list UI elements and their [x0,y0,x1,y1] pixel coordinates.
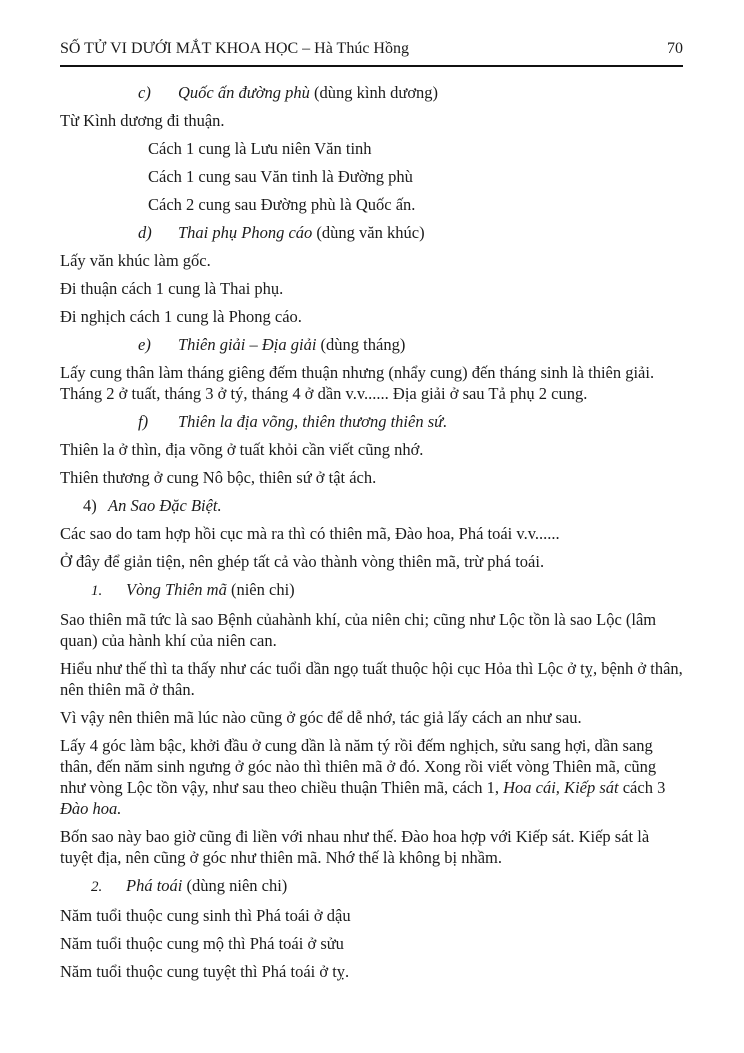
section-heading-c [60,82,683,103]
paragraph: Từ Kình dương đi thuận. [60,111,225,130]
paragraph: Hiểu như thế thì ta thấy như các tuổi dần ngọ tuất thuộc hội cục Hỏa thì Lộc ở tỵ, bệnh ở thân, nên thiên mã ở thân. [60,659,683,699]
section-letter: c) [138,83,151,102]
paragraph-segment-italic: Đào hoa. [60,799,122,818]
running-header-title: SỐ TỬ VI DƯỚI MẮT KHOA HỌC – Hà Thúc Hồng [60,40,409,57]
page-number: 70 [667,40,683,57]
paragraph: Các sao do tam hợp hồi cục mà ra thì có thiên mã, Đào hoa, Phá toái v.v...... [60,524,560,543]
paragraph-segment: cách 3 [618,778,666,797]
paragraph: Vì vậy nên thiên mã lúc nào cũng ở góc để dễ nhớ, tác giả lấy cách an như sau. [60,708,582,727]
section-heading-f [60,411,683,432]
paragraph: Sao thiên mã tức là sao Bệnh củahành khí, của niên chi; cũng như Lộc tồn là sao Lộc (lâm quan) của hành khí của niên can. [60,610,657,650]
paragraph: Lấy văn khúc làm gốc. [60,251,211,270]
subsection-title: Phá toái [126,876,183,895]
section-letter: e) [138,335,151,354]
page-content [60,82,683,982]
paragraph-mixed [60,735,683,819]
text-column [60,40,683,989]
indented-line: Cách 1 cung sau Văn tinh là Đường phù [148,167,413,186]
section-heading-e [60,334,683,355]
paragraph: Đi thuận cách 1 cung là Thai phụ. [60,279,284,298]
section-letter: d) [138,223,152,242]
paragraph: Năm tuổi thuộc cung mộ thì Phá toái ở sửu [60,934,344,953]
running-header [60,40,683,67]
section-title: Thai phụ Phong cáo [178,223,313,242]
section-title: Thiên giải – Địa giải [178,335,317,354]
paragraph: Thiên thương ở cung Nô bộc, thiên sứ ở tật ách. [60,468,377,487]
indented-line: Cách 2 cung sau Đường phù là Quốc ấn. [148,195,416,214]
indented-line: Cách 1 cung là Lưu niên Văn tinh [148,139,372,158]
paragraph: Năm tuổi thuộc cung tuyệt thì Phá toái ở tỵ. [60,962,350,981]
section-note: (dùng tháng) [316,335,406,354]
subsection-title: Vòng Thiên mã [126,580,227,599]
section-note: (dùng văn khúc) [312,223,425,242]
paragraph: Lấy cung thân làm tháng giêng đếm thuận nhưng (nhẩy cung) đến tháng sinh là thiên giải. Tháng 2 ở tuất, tháng 3 ở tý, tháng 4 ở dần v.v...... Địa giải ở sau Tả phụ 2 cung. [60,363,655,403]
paragraph: Đi nghịch cách 1 cung là Phong cáo. [60,307,302,326]
subsection-heading-1 [60,579,683,602]
section-number: 4) [83,496,97,515]
paragraph-segment: Lấy 4 góc làm bậc, khởi đầu ở cung dần là năm tý rồi đếm nghịch, sửu sang hợi, dần sang thân, đến năm sinh ngưng ở góc nào thì thiên mã ở đó. Xong rồi viết vòng Thiên mã, cũng như vòng Lộc tồn vậy, như sau theo chiều thuận Thiên mã, cách 1, [60,736,657,797]
section-title: Quốc ấn đường phù [178,83,310,102]
paragraph: Ở đây để giản tiện, nên ghép tất cả vào thành vòng thiên mã, trừ phá toái. [60,552,545,571]
section-heading-d [60,222,683,243]
paragraph: Bốn sao này bao giờ cũng đi liền với nhau như thế. Đào hoa hợp với Kiếp sát. Kiếp sát là tuyệt địa, nên cũng ở góc như thiên mã. Nhớ thế là không bị nhầm. [60,827,650,867]
paragraph-segment-italic: Hoa cái, Kiếp sát [503,778,619,797]
section-note: (dùng kình dương) [309,83,439,102]
subsection-note: (niên chi) [226,580,295,599]
section-heading-4 [60,495,683,516]
section-title: Thiên la địa võng, thiên thương thiên sứ. [178,412,448,431]
section-letter: f) [138,412,149,431]
subsection-note: (dùng niên chi) [182,876,288,895]
paragraph: Thiên la ở thìn, địa võng ở tuất khỏi cần viết cũng nhớ. [60,440,424,459]
subsection-heading-2 [60,875,683,898]
subsection-number: 1. [91,583,103,599]
paragraph: Năm tuổi thuộc cung sinh thì Phá toái ở dậu [60,906,351,925]
section-title: An Sao Đặc Biệt. [108,496,222,515]
subsection-number: 2. [91,879,103,895]
